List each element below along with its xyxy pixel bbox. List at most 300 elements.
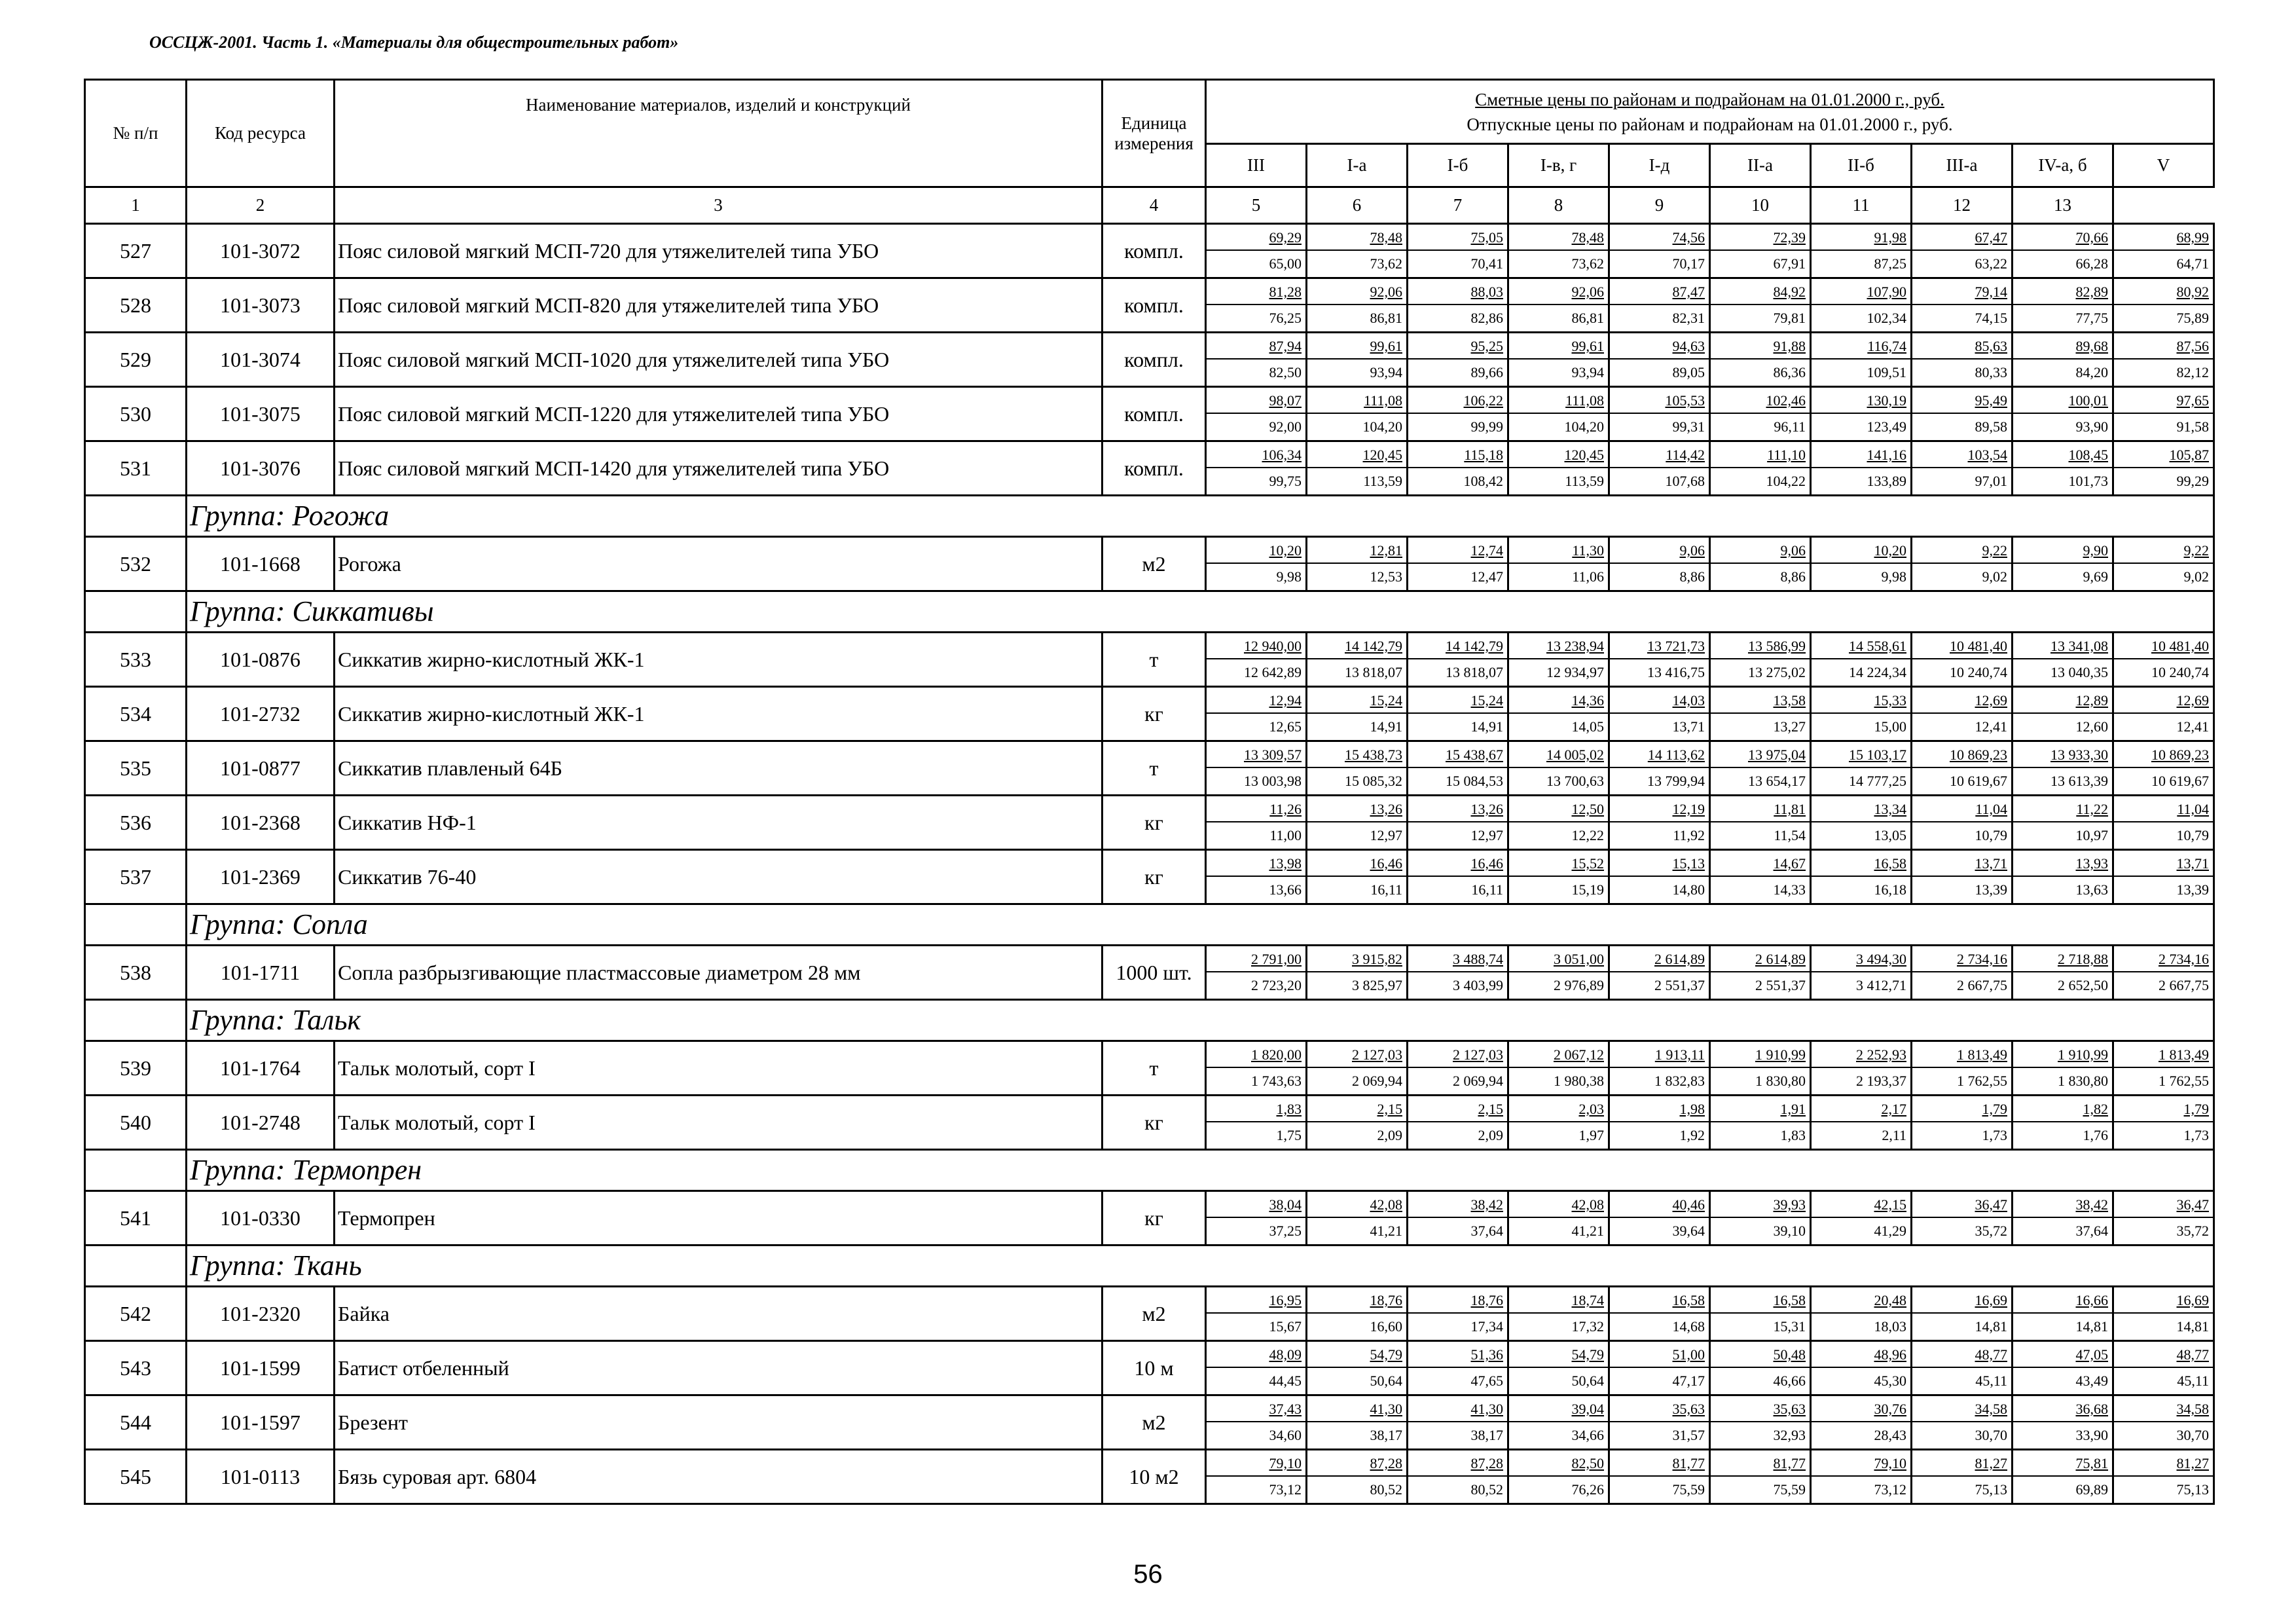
price-cell — [1811, 796, 1912, 850]
resource-code: 101-3072 — [187, 224, 335, 278]
table-row — [85, 946, 2214, 1000]
estimated-price: 82,50 — [1509, 1450, 1608, 1477]
estimated-price: 36,47 — [1912, 1192, 2011, 1218]
material-name: Термопрен — [335, 1191, 1102, 1246]
group-blank-cell — [85, 591, 187, 633]
release-price: 37,64 — [1470, 1223, 1503, 1239]
header-no: № п/п — [85, 80, 187, 187]
estimated-price: 10 481,40 — [1912, 633, 2011, 659]
release-price: 13,71 — [1672, 718, 1705, 735]
estimated-price: 42,08 — [1509, 1192, 1608, 1218]
release-price: 47,65 — [1470, 1373, 1503, 1389]
estimated-price: 1 913,11 — [1610, 1042, 1709, 1068]
price-cell — [1206, 537, 1307, 591]
price-cell — [1206, 796, 1307, 850]
release-price: 13,63 — [2075, 881, 2108, 898]
price-cell — [1508, 1191, 1609, 1246]
release-price: 104,20 — [1564, 418, 1604, 435]
estimated-price: 1,91 — [1711, 1096, 1810, 1122]
unit-of-measure: 10 м — [1102, 1341, 1206, 1395]
region-header: II-а — [1710, 144, 1811, 187]
resource-code: 101-2748 — [187, 1096, 335, 1150]
estimated-price: 80,92 — [2114, 279, 2213, 305]
row-number: 542 — [85, 1287, 187, 1341]
price-cell — [1710, 1341, 1811, 1395]
release-price: 1,73 — [1982, 1127, 2007, 1143]
estimated-price: 54,79 — [1509, 1342, 1608, 1368]
region-header: V — [2113, 144, 2214, 187]
release-price: 102,34 — [1867, 310, 1906, 326]
release-price: 2 652,50 — [2058, 977, 2108, 993]
estimated-price: 11,04 — [1912, 796, 2011, 822]
price-cell — [1307, 1287, 1408, 1341]
price-cell — [2013, 796, 2113, 850]
price-cell — [1307, 1041, 1408, 1096]
price-cell — [1710, 850, 1811, 904]
release-price: 44,45 — [1269, 1373, 1302, 1389]
row-number: 543 — [85, 1341, 187, 1395]
release-price: 12,47 — [1470, 568, 1503, 585]
estimated-price: 91,88 — [1711, 333, 1810, 360]
header-code: Код ресурса — [187, 80, 335, 187]
resource-code: 101-2369 — [187, 850, 335, 904]
price-cell — [1408, 1450, 1508, 1504]
release-price: 15,19 — [1571, 881, 1604, 898]
estimated-price: 14 113,62 — [1610, 742, 1709, 768]
release-price: 96,11 — [1774, 418, 1806, 435]
estimated-price: 2,15 — [1307, 1096, 1406, 1122]
estimated-price: 12,89 — [2013, 688, 2112, 714]
release-price: 9,02 — [1982, 568, 2007, 585]
release-price: 38,17 — [1370, 1427, 1402, 1443]
price-cell — [2113, 850, 2214, 904]
row-number: 527 — [85, 224, 187, 278]
estimated-price: 92,06 — [1509, 279, 1608, 305]
table-row — [85, 633, 2214, 687]
running-header: ОССЦЖ-2001. Часть 1. «Материалы для общестроительных работ» — [149, 33, 679, 52]
price-cell — [2013, 1191, 2113, 1246]
estimated-price: 54,79 — [1307, 1342, 1406, 1368]
release-price: 107,68 — [1665, 473, 1705, 489]
estimated-price: 18,74 — [1509, 1287, 1608, 1314]
price-cell — [1508, 278, 1609, 333]
release-price: 10 240,74 — [1950, 664, 2007, 680]
release-price: 1,73 — [2183, 1127, 2209, 1143]
group-label: Группа: Ткань — [190, 1249, 362, 1282]
estimated-price: 15,24 — [1408, 688, 1507, 714]
estimated-price: 1 813,49 — [2114, 1042, 2213, 1068]
release-price: 12,60 — [2075, 718, 2108, 735]
material-name: Сиккатив плавленый 64Б — [335, 741, 1102, 796]
release-price: 14,91 — [1470, 718, 1503, 735]
release-price: 15,00 — [1874, 718, 1906, 735]
release-price: 46,66 — [1773, 1373, 1806, 1389]
estimated-price: 115,18 — [1408, 442, 1507, 468]
release-price: 2 551,37 — [1654, 977, 1705, 993]
row-number: 529 — [85, 333, 187, 387]
estimated-price: 14,03 — [1610, 688, 1709, 714]
release-price: 73,62 — [1370, 255, 1402, 272]
resource-code: 101-0113 — [187, 1450, 335, 1504]
group-label-cell — [187, 1246, 2214, 1287]
estimated-price: 1,98 — [1610, 1096, 1709, 1122]
release-price: 1 830,80 — [1755, 1073, 1806, 1089]
estimated-price: 2 067,12 — [1509, 1042, 1608, 1068]
release-price: 1,75 — [1276, 1127, 1302, 1143]
estimated-price: 108,45 — [2013, 442, 2112, 468]
table-row — [85, 224, 2214, 278]
material-name: Пояс силовой мягкий МСП-820 для утяжелителей типа УБО — [335, 278, 1102, 333]
estimated-price: 69,29 — [1207, 225, 1305, 251]
price-cell — [1408, 537, 1508, 591]
estimated-price: 89,68 — [2013, 333, 2112, 360]
price-cell — [1912, 333, 2013, 387]
estimated-price: 99,61 — [1509, 333, 1608, 360]
release-price: 3 412,71 — [1856, 977, 1906, 993]
price-cell — [2113, 278, 2214, 333]
release-price: 2,09 — [1478, 1127, 1503, 1143]
price-cell — [1811, 741, 1912, 796]
price-cell — [1912, 850, 2013, 904]
estimated-price: 51,00 — [1610, 1342, 1709, 1368]
estimated-price: 12,81 — [1307, 538, 1406, 564]
estimated-price: 9,06 — [1610, 538, 1709, 564]
estimated-price: 16,66 — [2013, 1287, 2112, 1314]
estimated-price: 18,76 — [1307, 1287, 1406, 1314]
price-cell — [1912, 946, 2013, 1000]
estimated-price: 2 127,03 — [1408, 1042, 1507, 1068]
row-number: 534 — [85, 687, 187, 741]
price-cell — [1811, 224, 1912, 278]
release-price: 1 762,55 — [1957, 1073, 2007, 1089]
release-price: 9,02 — [2183, 568, 2209, 585]
release-price: 10,79 — [1975, 827, 2007, 843]
estimated-price: 13,26 — [1408, 796, 1507, 822]
region-header: II-б — [1811, 144, 1912, 187]
estimated-price: 79,10 — [1812, 1450, 1910, 1477]
release-price: 13,27 — [1773, 718, 1806, 735]
table-row — [85, 796, 2214, 850]
price-cell — [1206, 1287, 1307, 1341]
estimated-price: 9,06 — [1711, 538, 1810, 564]
price-cell — [1811, 1341, 1912, 1395]
table-row — [85, 741, 2214, 796]
release-price: 82,31 — [1672, 310, 1705, 326]
release-price: 2 667,75 — [1957, 977, 2007, 993]
price-cell — [1912, 1287, 2013, 1341]
estimated-price: 1 910,99 — [2013, 1042, 2112, 1068]
estimated-price: 130,19 — [1812, 388, 1910, 414]
release-price: 65,00 — [1269, 255, 1302, 272]
group-blank-cell — [85, 1246, 187, 1287]
release-price: 133,89 — [1867, 473, 1906, 489]
price-cell — [1710, 1287, 1811, 1341]
price-cell — [1206, 333, 1307, 387]
unit-of-measure: м2 — [1102, 1395, 1206, 1450]
release-price: 38,17 — [1470, 1427, 1503, 1443]
price-cell — [1508, 741, 1609, 796]
price-cell — [1912, 1041, 2013, 1096]
estimated-price: 11,26 — [1207, 796, 1305, 822]
estimated-price: 13 238,94 — [1509, 633, 1608, 659]
estimated-price: 16,69 — [2114, 1287, 2213, 1314]
price-cell — [1912, 1450, 2013, 1504]
estimated-price: 87,28 — [1408, 1450, 1507, 1477]
price-cell — [1408, 224, 1508, 278]
price-cell — [1408, 850, 1508, 904]
price-cell — [1710, 1395, 1811, 1450]
price-cell — [1609, 278, 1710, 333]
release-price: 14,33 — [1773, 881, 1806, 898]
unit-of-measure: кг — [1102, 796, 1206, 850]
release-price: 93,94 — [1571, 364, 1604, 380]
release-price: 82,12 — [2176, 364, 2209, 380]
release-price: 12 642,89 — [1244, 664, 1302, 680]
release-price: 45,11 — [2177, 1373, 2209, 1389]
estimated-price: 92,06 — [1307, 279, 1406, 305]
estimated-price: 2 734,16 — [1912, 946, 2011, 972]
estimated-price: 2 734,16 — [2114, 946, 2213, 972]
release-price: 13,66 — [1269, 881, 1302, 898]
price-cell — [1307, 1191, 1408, 1246]
row-number: 531 — [85, 441, 187, 496]
estimated-price: 91,98 — [1812, 225, 1910, 251]
release-price: 13 275,02 — [1748, 664, 1806, 680]
estimated-price: 34,58 — [1912, 1396, 2011, 1422]
group-label: Группа: Сопла — [190, 908, 368, 940]
estimated-price: 13 933,30 — [2013, 742, 2112, 768]
release-price: 3 825,97 — [1352, 977, 1402, 993]
page-number: 56 — [1133, 1560, 1163, 1589]
unit-of-measure: компл. — [1102, 387, 1206, 441]
table-row — [85, 1341, 2214, 1395]
release-price: 13 416,75 — [1647, 664, 1705, 680]
estimated-price: 81,77 — [1711, 1450, 1810, 1477]
price-cell — [1206, 741, 1307, 796]
group-row — [85, 1246, 2214, 1287]
price-cell — [2013, 687, 2113, 741]
group-label: Группа: Рогожа — [190, 500, 390, 532]
group-row — [85, 591, 2214, 633]
release-price: 99,99 — [1470, 418, 1503, 435]
price-cell — [1710, 1096, 1811, 1150]
price-cell — [1508, 1341, 1609, 1395]
price-cell — [1811, 537, 1912, 591]
release-price: 92,00 — [1269, 418, 1302, 435]
estimated-price: 120,45 — [1307, 442, 1406, 468]
price-cell — [1508, 224, 1609, 278]
release-price: 11,00 — [1269, 827, 1302, 843]
price-cell — [1307, 850, 1408, 904]
group-label-cell — [187, 1000, 2214, 1041]
release-price: 14,81 — [2176, 1318, 2209, 1335]
price-cell — [1508, 1096, 1609, 1150]
estimated-price: 87,56 — [2114, 333, 2213, 360]
price-cell — [2013, 224, 2113, 278]
row-number: 540 — [85, 1096, 187, 1150]
release-price: 16,60 — [1370, 1318, 1402, 1335]
price-cell — [2013, 333, 2113, 387]
resource-code: 101-1599 — [187, 1341, 335, 1395]
price-cell — [1710, 441, 1811, 496]
price-cell — [1206, 1191, 1307, 1246]
estimated-price: 51,36 — [1408, 1342, 1507, 1368]
price-cell — [2113, 1191, 2214, 1246]
estimated-price: 41,30 — [1408, 1396, 1507, 1422]
price-cell — [1811, 333, 1912, 387]
group-label: Группа: Сиккативы — [190, 595, 434, 627]
price-cell — [1912, 796, 2013, 850]
estimated-price: 100,01 — [2013, 388, 2112, 414]
price-cell — [1912, 537, 2013, 591]
estimated-price: 13,71 — [1912, 851, 2011, 877]
column-number: 9 — [1609, 187, 1710, 224]
estimated-price: 42,08 — [1307, 1192, 1406, 1218]
release-price: 13 799,94 — [1647, 773, 1705, 789]
column-number: 5 — [1206, 187, 1307, 224]
price-cell — [1307, 441, 1408, 496]
price-cell — [1307, 1450, 1408, 1504]
release-price: 8,86 — [1780, 568, 1806, 585]
estimated-price: 68,99 — [2114, 225, 2213, 251]
estimated-price: 16,69 — [1912, 1287, 2011, 1314]
release-price: 16,18 — [1874, 881, 1906, 898]
material-name: Сиккатив НФ-1 — [335, 796, 1102, 850]
estimated-price: 1 910,99 — [1711, 1042, 1810, 1068]
release-price: 75,89 — [2176, 310, 2209, 326]
material-name: Пояс силовой мягкий МСП-1020 для утяжелителей типа УБО — [335, 333, 1102, 387]
release-price: 108,42 — [1463, 473, 1503, 489]
estimated-price: 40,46 — [1610, 1192, 1709, 1218]
price-cell — [1912, 1341, 2013, 1395]
column-number-row — [85, 187, 2214, 224]
price-cell — [1307, 1395, 1408, 1450]
release-price: 14,05 — [1571, 718, 1604, 735]
unit-of-measure: м2 — [1102, 1287, 1206, 1341]
release-price: 76,26 — [1571, 1481, 1604, 1498]
estimated-price: 3 488,74 — [1408, 946, 1507, 972]
release-price: 14,80 — [1672, 881, 1705, 898]
release-price: 14,81 — [2075, 1318, 2108, 1335]
estimated-price: 3 051,00 — [1509, 946, 1608, 972]
row-number: 530 — [85, 387, 187, 441]
estimated-price: 2,03 — [1509, 1096, 1608, 1122]
price-cell — [1508, 687, 1609, 741]
unit-of-measure: кг — [1102, 850, 1206, 904]
unit-of-measure: 10 м2 — [1102, 1450, 1206, 1504]
release-price: 101,73 — [2068, 473, 2108, 489]
group-blank-cell — [85, 904, 187, 946]
release-price: 45,30 — [1874, 1373, 1906, 1389]
release-price: 69,89 — [2075, 1481, 2108, 1498]
price-cell — [1609, 224, 1710, 278]
release-price: 87,25 — [1874, 255, 1906, 272]
material-name: Сиккатив жирно-кислотный ЖК-1 — [335, 687, 1102, 741]
estimated-price: 38,42 — [2013, 1192, 2112, 1218]
row-number: 533 — [85, 633, 187, 687]
estimated-price: 14 558,61 — [1812, 633, 1910, 659]
release-price: 13,05 — [1874, 827, 1906, 843]
release-price: 63,22 — [1975, 255, 2007, 272]
row-number: 538 — [85, 946, 187, 1000]
release-price: 12,65 — [1269, 718, 1302, 735]
release-price: 10,97 — [2075, 827, 2108, 843]
estimated-price: 9,90 — [2013, 538, 2112, 564]
estimated-price: 10 869,23 — [2114, 742, 2213, 768]
row-number: 536 — [85, 796, 187, 850]
group-blank-cell — [85, 1150, 187, 1191]
release-price: 35,72 — [1975, 1223, 2007, 1239]
price-cell — [1206, 850, 1307, 904]
estimated-price: 111,08 — [1307, 388, 1406, 414]
group-row — [85, 496, 2214, 537]
estimated-price: 141,16 — [1812, 442, 1910, 468]
release-price: 3 403,99 — [1453, 977, 1503, 993]
release-price: 86,81 — [1370, 310, 1402, 326]
region-header: I-б — [1408, 144, 1508, 187]
resource-code: 101-3074 — [187, 333, 335, 387]
estimated-price: 50,48 — [1711, 1342, 1810, 1368]
price-cell — [1206, 1395, 1307, 1450]
estimated-price: 120,45 — [1509, 442, 1608, 468]
release-price: 34,60 — [1269, 1427, 1302, 1443]
row-number: 535 — [85, 741, 187, 796]
column-number: 1 — [85, 187, 187, 224]
estimated-price: 67,47 — [1912, 225, 2011, 251]
release-price: 70,17 — [1672, 255, 1705, 272]
header-name: Наименование материалов, изделий и конструкций — [335, 80, 1102, 187]
estimated-price: 1,82 — [2013, 1096, 2112, 1122]
estimated-price: 34,58 — [2114, 1396, 2213, 1422]
release-price: 73,12 — [1874, 1481, 1906, 1498]
estimated-price: 3 915,82 — [1307, 946, 1406, 972]
release-price: 113,59 — [1565, 473, 1604, 489]
material-name: Сопла разбрызгивающие пластмассовые диаметром 28 мм — [335, 946, 1102, 1000]
estimated-price: 111,08 — [1509, 388, 1608, 414]
release-price: 15,31 — [1773, 1318, 1806, 1335]
price-cell — [1408, 1041, 1508, 1096]
estimated-price: 16,58 — [1812, 851, 1910, 877]
release-price: 50,64 — [1370, 1373, 1402, 1389]
estimated-price: 48,77 — [2114, 1342, 2213, 1368]
price-cell — [1508, 850, 1609, 904]
estimated-price: 14 005,02 — [1509, 742, 1608, 768]
estimated-price: 11,04 — [2114, 796, 2213, 822]
release-price: 13 040,35 — [2050, 664, 2108, 680]
release-price: 75,13 — [1975, 1481, 2007, 1498]
release-price: 41,29 — [1874, 1223, 1906, 1239]
price-cell — [1811, 1096, 1912, 1150]
release-price: 13 613,39 — [2050, 773, 2108, 789]
estimated-price: 15,33 — [1812, 688, 1910, 714]
release-price: 12,97 — [1470, 827, 1503, 843]
release-price: 97,01 — [1975, 473, 2007, 489]
estimated-price: 10,20 — [1812, 538, 1910, 564]
estimated-price: 15,13 — [1610, 851, 1709, 877]
release-price: 30,70 — [1975, 1427, 2007, 1443]
price-cell — [1408, 1287, 1508, 1341]
price-table — [84, 79, 2215, 1505]
estimated-price: 70,66 — [2013, 225, 2112, 251]
release-price: 13,39 — [2176, 881, 2209, 898]
price-cell — [1408, 1191, 1508, 1246]
unit-of-measure: м2 — [1102, 537, 1206, 591]
resource-code: 101-1711 — [187, 946, 335, 1000]
price-cell — [2013, 1041, 2113, 1096]
group-row — [85, 1150, 2214, 1191]
release-price: 89,58 — [1975, 418, 2007, 435]
price-cell — [1609, 687, 1710, 741]
